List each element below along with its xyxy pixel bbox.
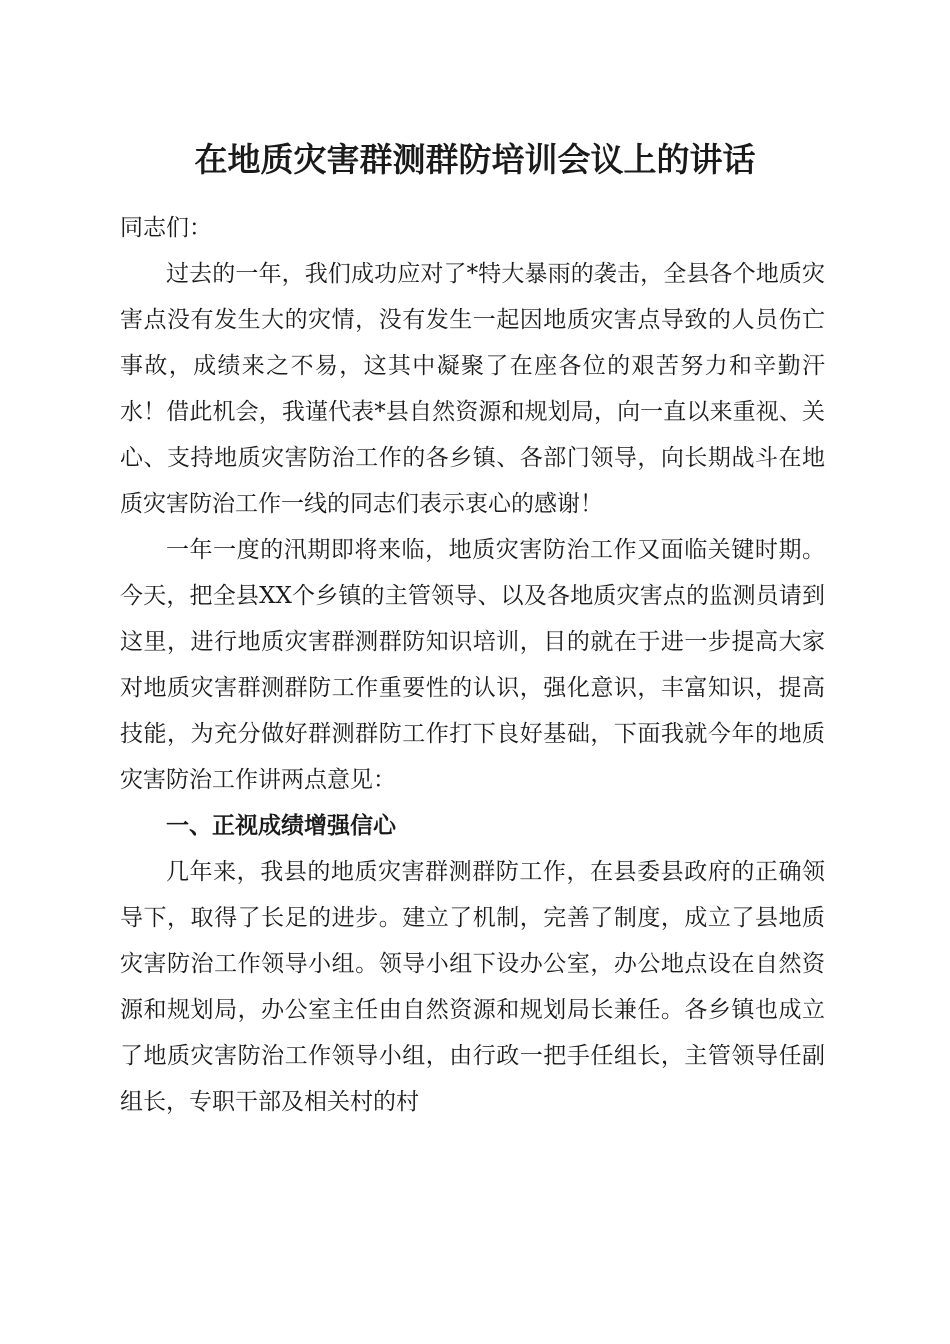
paragraph-2: 一年一度的汛期即将来临，地质灾害防治工作又面临关键时期。今天，把全县XX个乡镇的主管领导、以及各地质灾害点的监测员请到这里，进行地质灾害群测群防知识培训，目的就在于进一步提高大家对地质灾害群测群防工作重要性的认识，强化意识，丰富知识，提高技能，为充分做好群测群防工作打下良好基础，下面我就今年的地质灾害防治工作讲两点意见： xyxy=(120,537,825,793)
paragraph-3: 几年来，我县的地质灾害群测群防工作，在县委县政府的正确领导下，取得了长足的进步。建立了机制，完善了制度，成立了县地质灾害防治工作领导小组。领导小组下设办公室，办公地点设在自然资源和规划局，办公室主任由自然资源和规划局长兼任。各乡镇也成立了地质灾害防治工作领导小组，由行政一把手任组长，主管领导任副组长，专职干部及相关村的村 xyxy=(120,859,825,1115)
document-title: 在地质灾害群测群防培训会议上的讲话 xyxy=(194,140,756,179)
paragraph-1: 过去的一年，我们成功应对了*特大暴雨的袭击，全县各个地质灾害点没有发生大的灾情，没有发生一起因地质灾害点导致的人员伤亡事故，成绩来之不易，这其中凝聚了在座各位的艰苦努力和辛勤汗水！借此机会，我谨代表*县自然资源和规划局，向一直以来重视、关心、支持地质灾害防治工作的各乡镇、各部门领导，向长期战斗在地质灾害防治工作一线的同志们表示衷心的感谢！ xyxy=(120,261,825,517)
greeting: 同志们： xyxy=(120,215,212,241)
section-heading: 一、正视成绩增强信心 xyxy=(166,813,396,839)
document-body xyxy=(120,205,825,1125)
